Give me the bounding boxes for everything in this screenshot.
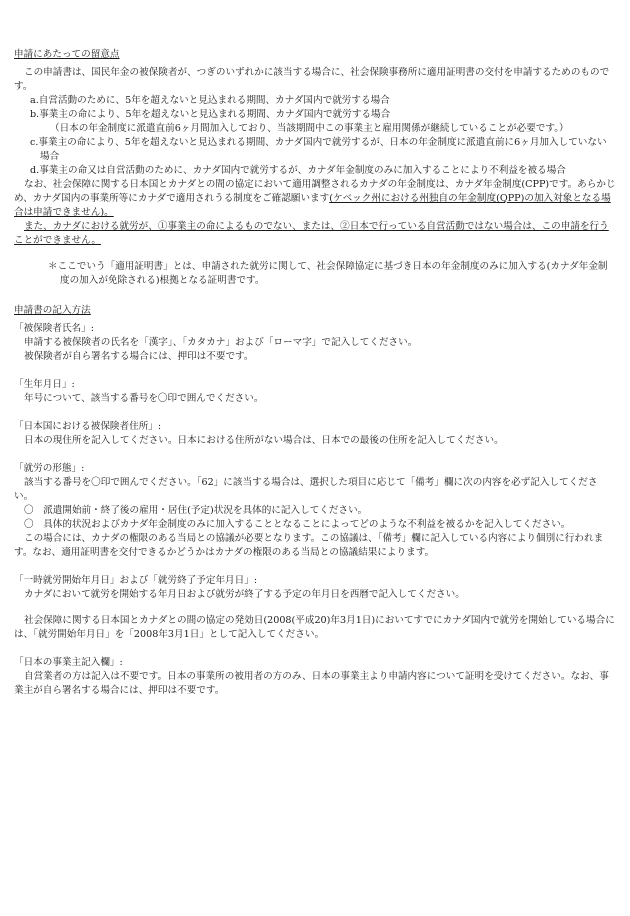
- section-heading-notes: 申請にあたっての留意点: [14, 49, 120, 60]
- employer-instruction: 自営業者の方は記入は不要です。日本の事業所の被用者の方のみ、日本の事業主より申請内容について証明を受けてください。なお、事業主が自ら署名する場合には、押印は不要です。: [14, 671, 609, 696]
- work-circle-item-1: 〇 派遣開始前・終了後の雇用・居住(予定)状況を具体的に記入してください。: [24, 505, 368, 516]
- cpp-paragraph-text: なお、社会保障に関する日本国とカナダとの間の協定において適用調整されるカナダの年金制度は、カナダ年金制度(CPP)です。あらかじめ、カナダ国内の事業所等にカナダで適用されうる制度をご確認願います: [14, 179, 616, 204]
- limitation-paragraph: また、カナダにおける就労が、①事業主の命によるものでない、または、②日本で行っている自営活動ではない場合は、この申請を行うことができません。: [14, 221, 609, 246]
- effective-date-note: 社会保障に関する日本国とカナダとの間の協定の発効日(2008(平成20)年3月1日)においてすでにカナダ国内で就労を開始している場合には、「就労開始年月日」を「2008年3月1日」として記入してください。: [14, 615, 615, 640]
- birthdate-instruction: 年号について、該当する番号を〇印で囲んでください。: [24, 393, 264, 404]
- address-instruction: 日本の現住所を記入してください。日本における住所がない場合は、日本での最後の住所を記入してください。: [24, 435, 504, 446]
- work-type-instruction: 該当する番号を〇印で囲んでください。「62」に該当する場合は、選択した項目に応じて「備考」欄に次の内容を必ず記入してください。: [14, 477, 598, 502]
- field-label-work-type: 「就労の形態」:: [14, 463, 85, 474]
- work-period-instruction: カナダにおいて就労を開始する年月日および就労が終了する予定の年月日を西暦で記入してください。: [24, 589, 465, 600]
- list-item-a: a.自営活動のために、5年を超えないと見込まれる期間、カナダ国内で就労する場合: [30, 95, 390, 106]
- field-label-birthdate: 「生年月日」:: [14, 379, 75, 390]
- name-instruction-2: 被保険者が自ら署名する場合には、押印は不要です。: [24, 351, 254, 362]
- cpp-paragraph: [14, 178, 616, 220]
- circle-mark: 〇: [24, 505, 34, 516]
- circle-mark: 〇: [24, 519, 34, 530]
- section-heading-instructions: 申請書の記入方法: [14, 305, 91, 316]
- field-label-name: 「被保険者氏名」:: [14, 323, 94, 334]
- consultation-note: この場合には、カナダの権限のある当局との協議が必要となります。この協議は、「備考」欄に記入している内容により個別に行われます。なお、適用証明書を交付できるかどうかはカナダの権限のある当局との協議結果によります。: [14, 533, 604, 558]
- field-label-employer: 「日本の事業主記入欄」:: [14, 657, 123, 668]
- footnote-certificate: ＊ここでいう「適用証明書」とは、申請された就労に関して、社会保障協定に基づき日本の年金制度のみに加入する(カナダ年金制度の加入が免除される)根拠となる証明書です。: [48, 261, 608, 286]
- qpp-underlined-note: (ケベック州における州独自の年金制度(QPP)の加入対象となる場合は申請できません)。: [14, 193, 611, 218]
- name-instruction-1: 申請する被保険者の氏名を「漢字」、「カタカナ」および「ローマ字」で記入してください。: [24, 337, 418, 348]
- work-circle-item-2: 〇 具体的状況およびカナダ年金制度のみに加入することとなることによってどのような不利益を被るかを記入してください。: [24, 519, 571, 530]
- list-item-d: d.事業主の命又は自営活動のために、カナダ国内で就労するが、カナダ年金制度のみに加入することにより不利益を被る場合: [30, 165, 566, 176]
- list-item-b: b.事業主の命により、5年を超えないと見込まれる期間、カナダ国内で就労する場合: [30, 109, 391, 120]
- field-label-work-period: 「一時就労開始年月日」および「就労終了予定年月日」:: [14, 575, 258, 586]
- list-item-b-note: （日本の年金制度に派遣直前6ヶ月間加入しており、当該期間中この事業主と雇用関係が継続していることが必要です。）: [50, 123, 569, 134]
- field-label-address: 「日本国における被保険者住所」:: [14, 421, 162, 432]
- list-item-c: c.事業主の命により、5年を超えないと見込まれる期間、カナダ国内で就労するが、日本の年金制度に派遣直前に6ヶ月加入していない場合: [30, 137, 607, 162]
- intro-paragraph: この申請書は、国民年金の被保険者が、つぎのいずれかに該当する場合に、社会保険事務所に適用証明書の交付を申請するためのものです。: [14, 67, 610, 92]
